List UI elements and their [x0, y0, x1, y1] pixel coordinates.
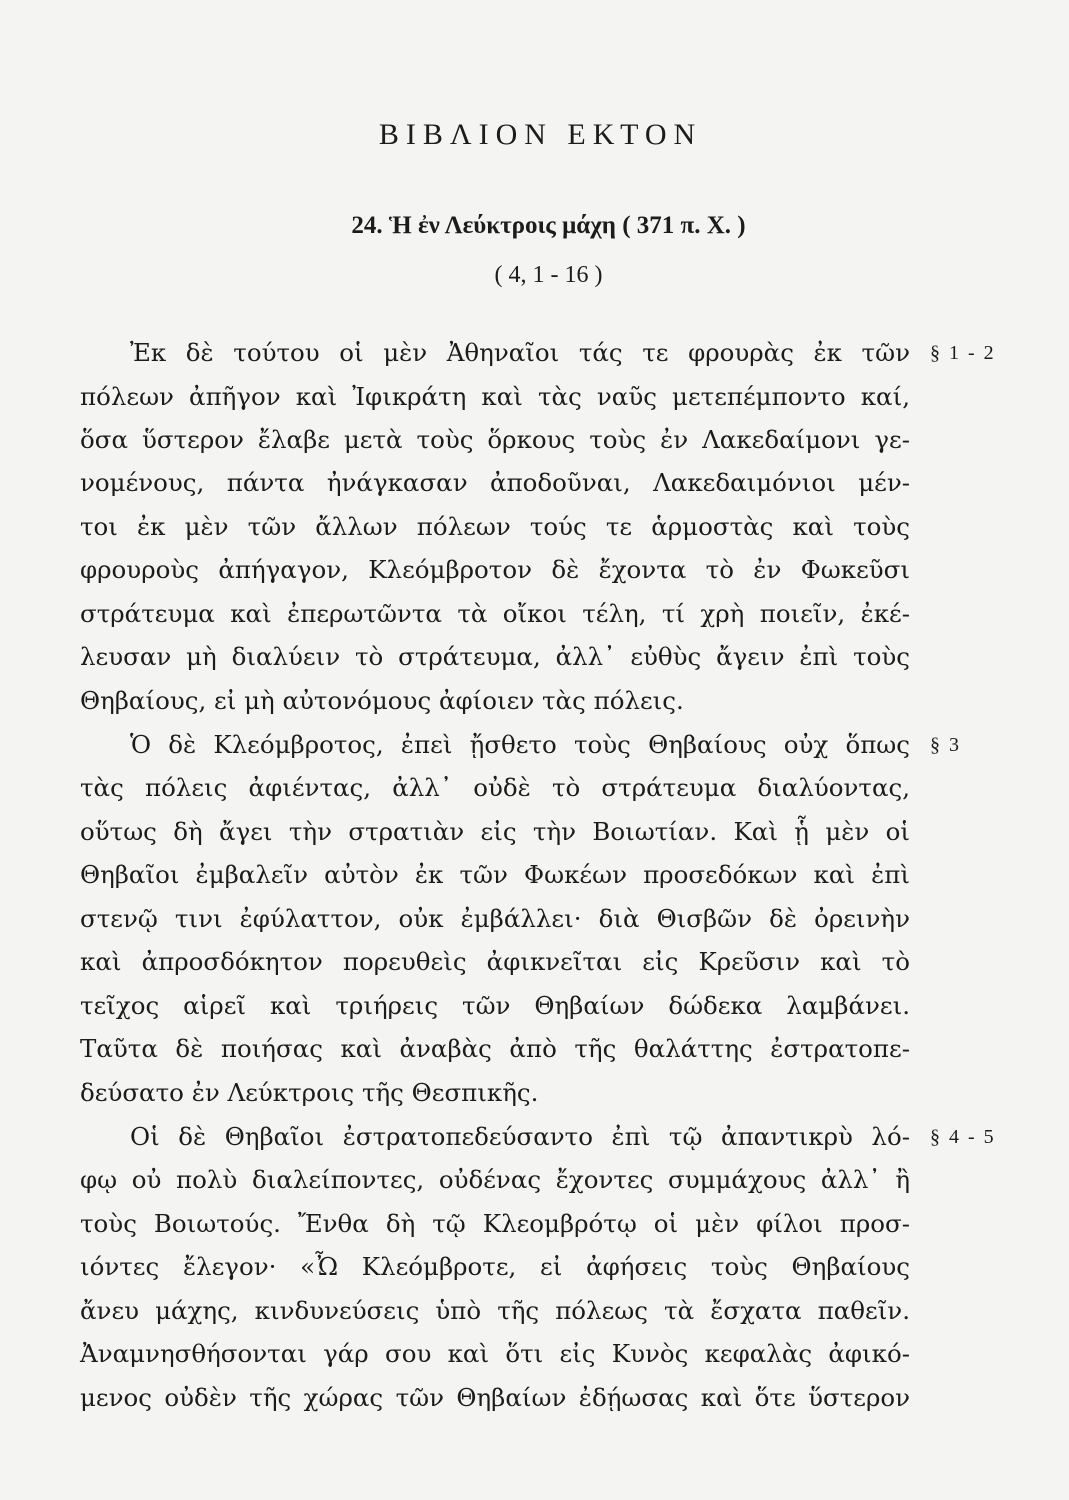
text-line: τοι ἐκ μὲν τῶν ἄλλων πόλεων τούς τε ἁρμοστὰς καὶ τοὺς: [80, 512, 910, 541]
text-line: στράτευμα καὶ ἐπερωτῶντα τὰ οἴκοι τέλη, τί χρὴ ποιεῖν, ἐκέ-: [80, 599, 910, 628]
text-line: Οἱ δὲ Θηβαῖοι ἐστρατοπεδεύσαντο ἐπὶ τῷ ἀπαντικρὺ λό-: [130, 1122, 910, 1151]
margin-section-ref: § 3: [930, 734, 961, 756]
text-line: Ταῦτα δὲ ποιήσας καὶ ἀναβὰς ἀπὸ τῆς θαλάττης ἐστρατοπε-: [80, 1034, 910, 1063]
text-line: Θηβαίους, εἰ μὴ αὐτονόμους ἀφίοιεν τὰς πόλεις.: [80, 686, 684, 715]
text-line: Ὁ δὲ Κλεόμβροτος, ἐπεὶ ᾔσθετο τοὺς Θηβαίους οὐχ ὅπως: [130, 730, 910, 759]
text-line: τεῖχος αἱρεῖ καὶ τριήρεις τῶν Θηβαίων δώδεκα λαμβάνει.: [80, 991, 910, 1020]
text-line: τὰς πόλεις ἀφιέντας, ἀλλ᾽ οὐδὲ τὸ στράτευμα διαλύοντας,: [80, 773, 910, 802]
text-line: Ἐκ δὲ τούτου οἱ μὲν Ἀθηναῖοι τάς τε φρουρὰς ἐκ τῶν: [130, 338, 910, 367]
book-title: ΒΙΒΛΙΟΝ ΕΚΤΟΝ: [378, 118, 703, 151]
margin-section-ref: § 4 - 5: [930, 1126, 996, 1148]
chapter-heading: 24. Ἡ ἐν Λεύκτροις μάχη ( 371 π. Χ. ): [351, 212, 746, 239]
margin-section-ref: § 1 - 2: [930, 342, 996, 364]
text-line: τοὺς Βοιωτούς. Ἔνθα δὴ τῷ Κλεομβρότῳ οἱ μὲν φίλοι προσ-: [80, 1209, 910, 1238]
text-line: πόλεων ἀπῆγον καὶ Ἰφικράτη καὶ τὰς ναῦς μετεπέμποντο καί,: [80, 382, 910, 411]
text-line: Ἀναμνησθήσονται γάρ σου καὶ ὅτι εἰς Κυνὸς κεφαλὰς ἀφικό-: [80, 1339, 910, 1368]
text-line: φρουροὺς ἀπήγαγον, Κλεόμβροτον δὲ ἔχοντα τὸ ἐν Φωκεῦσι: [80, 555, 910, 584]
text-line: φῳ οὐ πολὺ διαλείποντες, οὐδένας ἔχοντες συμμάχους ἀλλ᾽ ἢ: [80, 1165, 910, 1194]
chapter-reference: ( 4, 1 - 16 ): [494, 262, 603, 288]
text-line: λευσαν μὴ διαλύειν τὸ στράτευμα, ἀλλ᾽ εὐθὺς ἄγειν ἐπὶ τοὺς: [80, 642, 910, 671]
text-line: μενος οὐδὲν τῆς χώρας τῶν Θηβαίων ἐδῄωσας καὶ ὅτε ὕστερον: [80, 1383, 910, 1412]
text-line: Θηβαῖοι ἐμβαλεῖν αὐτὸν ἐκ τῶν Φωκέων προσεδόκων καὶ ἐπὶ: [80, 860, 910, 889]
text-line: ἄνευ μάχης, κινδυνεύσεις ὑπὸ τῆς πόλεως τὰ ἔσχατα παθεῖν.: [80, 1296, 910, 1325]
text-line: στενῷ τινι ἐφύλαττον, οὐκ ἐμβάλλει· διὰ Θισβῶν δὲ ὀρεινὴν: [80, 904, 910, 933]
text-line: νομένους, πάντα ἠνάγκασαν ἀποδοῦναι, Λακεδαιμόνιοι μέν-: [80, 468, 910, 497]
text-line: ὅσα ὕστερον ἔλαβε μετὰ τοὺς ὅρκους τοὺς ἐν Λακεδαίμονι γε-: [80, 425, 910, 454]
text-line: δεύσατο ἐν Λεύκτροις τῆς Θεσπικῆς.: [80, 1078, 539, 1107]
text-line: οὕτως δὴ ἄγει τὴν στρατιὰν εἰς τὴν Βοιωτίαν. Καὶ ᾗ μὲν οἱ: [80, 817, 910, 846]
text-line: καὶ ἀπροσδόκητον πορευθεὶς ἀφικνεῖται εἰς Κρεῦσιν καὶ τὸ: [80, 947, 910, 976]
text-line: ιόντες ἔλεγον· «Ὦ Κλεόμβροτε, εἰ ἀφήσεις τοὺς Θηβαίους: [80, 1252, 910, 1281]
